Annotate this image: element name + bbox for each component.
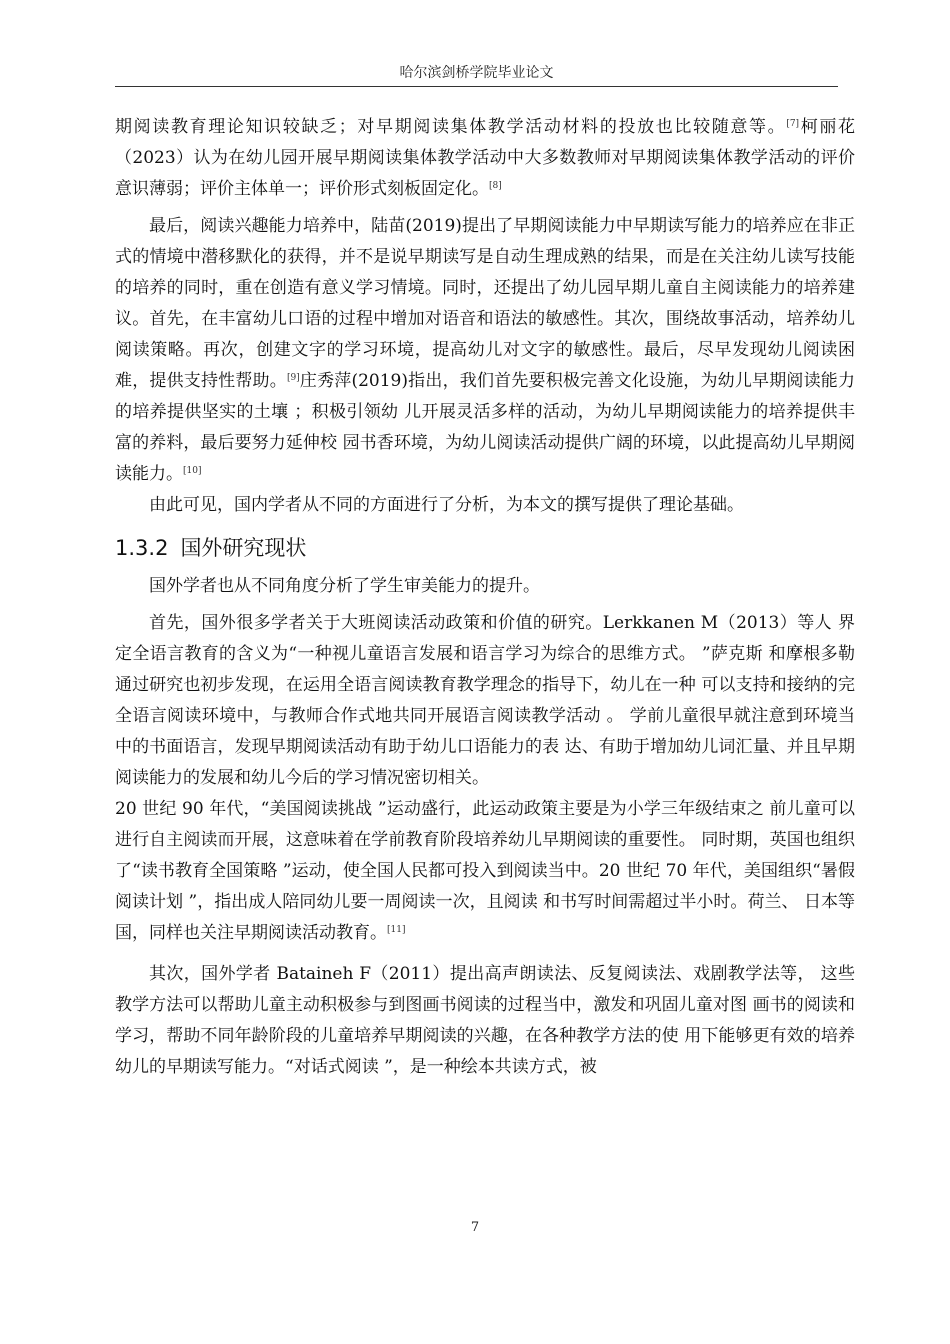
citation-8: [8] — [489, 181, 502, 191]
header-rule — [115, 86, 838, 87]
citation-10: [10] — [183, 466, 202, 476]
paragraph-text: 庄秀萍(2019)指出，我们首先要积极完善文化设施，为幼儿早期阅读能力的培养提供坚实的土壤 ；积极引领幼 儿开展灵活多样的活动，为幼儿早期阅读能力的培养提供丰富的养料，最后要努力延伸校 园书香环境，为幼儿阅读活动提供广阔的环境，以此提高幼儿早期阅读能力。 — [115, 371, 856, 484]
paragraph-1 — [115, 112, 855, 205]
paragraph-text: 期阅读教育理论知识较缺乏；对早期阅读集体教学活动材料的投放也比较随意等。 — [115, 117, 787, 137]
paragraph-7 — [115, 959, 855, 1083]
page-number: 7 — [470, 1220, 480, 1235]
paragraph-text: 其次，国外学者 Bataineh F（2011）提出高声朗读法、反复阅读法、戏剧教学法等， 这些教学方法可以帮助儿童主动积极参与到图画书阅读的过程当中，激发和巩固儿童对图 画书的阅读和学习，帮助不同年龄阶段的儿童培养早期阅读的兴趣，在各种教学方法的使 用下能够更有效的培养幼儿的早期读写能力。“对话式阅读 ”，是一种绘本共读方式，被 — [115, 964, 855, 1077]
paragraph-text: 由此可见，国内学者从不同的方面进行了分析，为本文的撰写提供了理论基础。 — [149, 495, 744, 515]
paragraph-2 — [115, 211, 855, 490]
section-number: 1.3.2 — [115, 536, 169, 560]
paragraph-3 — [115, 490, 855, 521]
section-title: 国外研究现状 — [180, 536, 307, 560]
paragraph-text: 首先，国外很多学者关于大班阅读活动政策和价值的研究。Lerkkanen M（2013）等人 界定全语言教育的含义为“一种视儿童语言发展和语言学习为综合的思维方式。 ”萨克斯 和摩根多勒通过研究也初步发现，在运用全语言阅读教育教学理念的指导下，幼儿在一种 可以支持和接纳的完全语言阅读环境中，与教师合作式地共同开展语言阅读教学活动 。 学前儿童很早就注意到环境当中的书面语言，发现早期阅读活动有助于幼儿口语能力的表 达、有助于增加幼儿词汇量、并且早期阅读能力的发展和幼儿今后的学习情况密切相关。 — [115, 613, 855, 788]
paragraph-text: 国外学者也从不同角度分析了学生审美能力的提升。 — [149, 576, 540, 596]
citation-7: [7] — [786, 119, 800, 129]
paragraph-text: 最后，阅读兴趣能力培养中，陆苗(2019)提出了早期阅读能力中早期读写能力的培养应在非正式的情境中潜移默化的获得，并不是说早期读写是自动生理成熟的结果，而是在关注幼儿读写技能的培养的同时，重在创造有意义学习情境。同时，还提出了幼儿园早期儿童自主阅读能力的培养建议。首先，在丰富幼儿口语的过程中增加对语音和语法的敏感性。其次，围绕故事活动，培养幼儿阅读策略。再次，创建文字的学习环境，提高幼儿对文字的敏感性。最后，尽早发现幼儿阅读困难，提供支持性帮助。 — [115, 216, 855, 391]
paragraph-4 — [115, 571, 855, 602]
paragraph-5 — [115, 608, 855, 794]
paragraph-text: 20 世纪 90 年代，“美国阅读挑战 ”运动盛行，此运动政策主要是为小学三年级结束之 前儿童可以进行自主阅读而开展，这意味着在学前教育阶段培养幼儿早期阅读的重要性。 同时期，英国也组织了“读书教育全国策略 ”运动，使全国人民都可投入到阅读当中。20 世纪 70 年代，美国组织“暑假阅读计划 ”，指出成人陪同幼儿要一周阅读一次，且阅读 和书写时间需超过半小时。荷兰、 日本等国，同样也关注早期阅读活动教育。 — [115, 799, 855, 943]
page-header: 哈尔滨剑桥学院毕业论文 — [399, 65, 554, 81]
citation-11: [11] — [387, 925, 406, 935]
paragraph-text: 柯丽花（2023）认为在幼儿园开展早期阅读集体教学活动中大多数教师对早期阅读集体教学活动的评价意识薄弱；评价主体单一；评价形式刻板固定化。 — [115, 117, 856, 199]
paragraph-6 — [115, 794, 855, 949]
section-heading — [115, 531, 855, 565]
citation-9: [9] — [286, 373, 300, 383]
page-body — [115, 112, 855, 1083]
